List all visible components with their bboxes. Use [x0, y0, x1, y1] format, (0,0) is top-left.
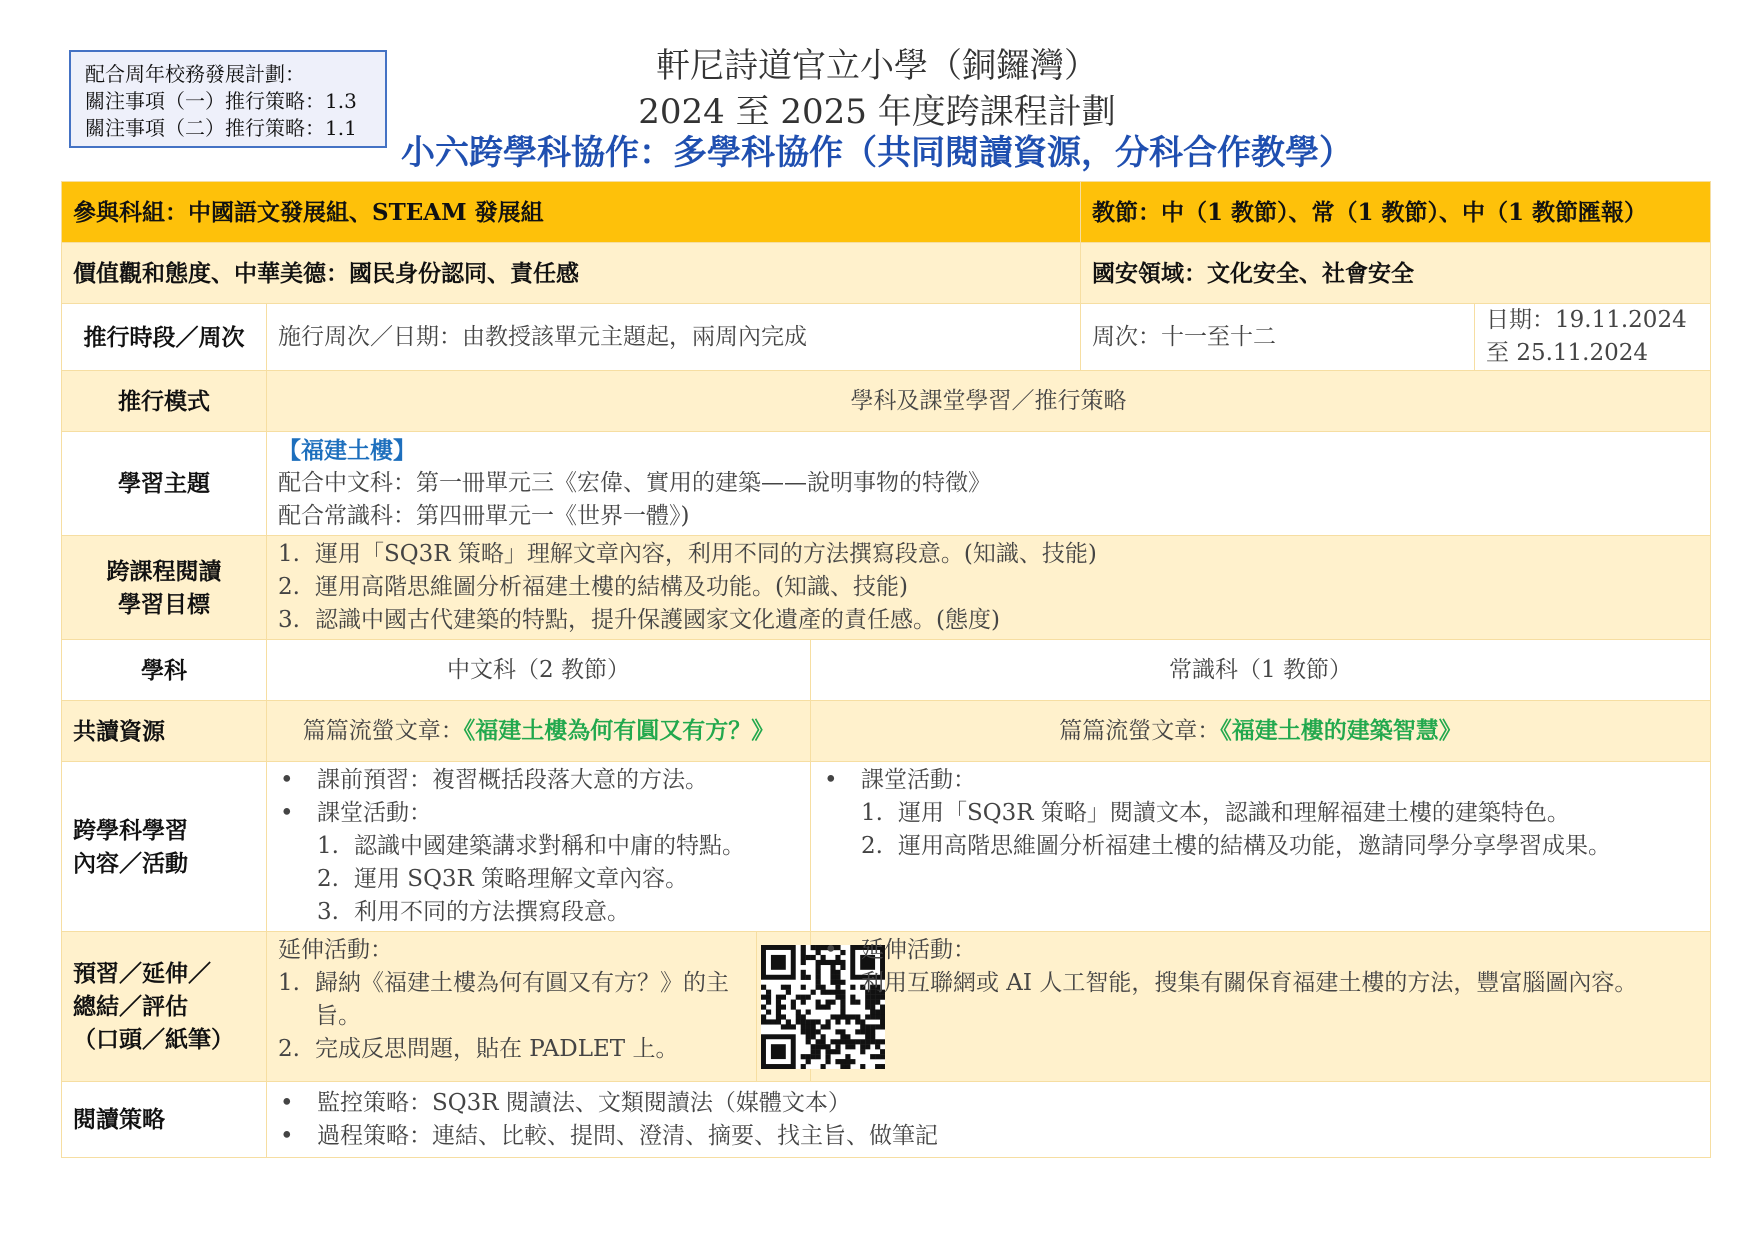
row-mode — [62, 371, 1711, 432]
row-resources — [62, 701, 1711, 762]
chinese-extension-heading: 延伸活動： — [278, 937, 393, 963]
row-activities — [62, 762, 1711, 932]
extension-step — [278, 967, 745, 1033]
activity-label-line-1: 跨學科學習 — [73, 816, 188, 844]
goal-item — [278, 538, 1699, 571]
goal-text: 運用高階思維圖分析福建土樓的結構及功能。(知識、技能) — [315, 574, 908, 600]
goals-label-line-1: 跨課程閱讀 — [106, 557, 222, 585]
school-name: 軒尼詩道官立小學（銅鑼灣） — [656, 46, 1098, 86]
mode-label: 推行模式 — [62, 371, 267, 432]
goal-number: 2. — [278, 574, 300, 600]
chinese-step — [317, 896, 799, 929]
resource-chinese-cell — [267, 701, 811, 762]
activity-label — [62, 762, 267, 932]
goals-list — [278, 538, 1699, 637]
resource-gs-cell — [811, 701, 1711, 762]
chinese-activity-cell — [267, 762, 811, 932]
plan-subtitle: 小六跨學科協作：多學科協作（共同閱讀資源，分科合作教學） — [401, 133, 1353, 173]
chinese-step — [317, 830, 799, 863]
lessons-cell: 教節：中（1 教節）、常（1 教節）、中（1 教節匯報） — [1081, 182, 1711, 243]
goal-number: 3. — [278, 607, 300, 633]
step-text: 歸納《福建土樓為何有圓又有方？》的主旨。 — [315, 970, 729, 1029]
goal-text: 認識中國古代建築的特點，提升保護國家文化遺產的責任感。(態度) — [315, 607, 1000, 633]
subject-label: 學科 — [62, 640, 267, 701]
strategy-label: 閱讀策略 — [62, 1082, 267, 1158]
extension-label-line-1: 預習／延伸／ — [73, 960, 211, 987]
dates-cell: 日期：19.11.2024 至 25.11.2024 — [1475, 304, 1711, 371]
gs-step — [861, 797, 1699, 830]
chinese-preview-item: • 課前預習：複習概括段落大意的方法。 — [278, 764, 799, 797]
chinese-steps — [317, 830, 799, 929]
plan-title: 2024 至 2025 年度跨課程計劃 — [638, 92, 1116, 132]
theme-title: 【福建土樓】 — [278, 437, 416, 464]
strategy-process: • 過程策略：連結、比較、提問、澄清、摘要、找主旨、做筆記 — [278, 1120, 1699, 1153]
qr-cell — [757, 932, 811, 1082]
goals-cell — [267, 536, 1711, 640]
goal-item — [278, 604, 1699, 637]
subject-gs: 常識科（1 教節） — [811, 640, 1711, 701]
resource-prefix: 篇篇流螢文章： — [1059, 718, 1221, 744]
curriculum-plan-table — [61, 181, 1711, 1158]
step-number: 2. — [278, 1036, 300, 1062]
chinese-extension-cell — [267, 932, 757, 1082]
resource-chinese-title: 《福建土樓為何有圓又有方？》 — [463, 717, 775, 744]
step-number: 1. — [861, 800, 883, 826]
gs-extension-text: 利用互聯網或 AI 人工智能，搜集有關保育福建土樓的方法，豐富腦圖內容。 — [861, 970, 1638, 996]
chinese-class-heading: • 課堂活動： — [317, 800, 432, 826]
subject-chinese: 中文科（2 教節） — [267, 640, 811, 701]
goals-label — [62, 536, 267, 640]
period-text: 施行周次／日期：由教授該單元主題起，兩周內完成 — [267, 304, 1081, 371]
info-line-2: 關注事項（一）推行策略：1.3 — [85, 89, 357, 113]
participants-cell: 參與科組：中國語文發展組、STEAM 發展組 — [62, 182, 1081, 243]
theme-line-1: 配合中文科：第一冊單元三《宏偉、實用的建築——說明事物的特徵》 — [278, 470, 991, 496]
step-number: 1. — [317, 833, 339, 859]
period-label: 推行時段／周次 — [62, 304, 267, 371]
step-number: 2. — [861, 833, 883, 859]
chinese-activity-list — [278, 764, 799, 929]
chinese-extension-steps — [278, 967, 745, 1066]
row-values — [62, 243, 1711, 304]
gs-extension-item — [822, 934, 1699, 1000]
resource-prefix: 篇篇流螢文章： — [302, 718, 464, 744]
strategy-monitor: • 監控策略：SQ3R 閱讀法、文類閱讀法（媒體文本） — [278, 1087, 1699, 1120]
info-line-1: 配合周年校務發展計劃： — [85, 62, 305, 86]
extension-label — [62, 932, 267, 1082]
values-cell: 價值觀和態度、中華美德：國民身份認同、責任感 — [62, 243, 1081, 304]
step-number: 2. — [317, 866, 339, 892]
info-line-3: 關注事項（二）推行策略：1.1 — [85, 116, 357, 140]
step-number: 3. — [317, 899, 339, 925]
goal-item — [278, 571, 1699, 604]
security-cell: 國安領域：文化安全、社會安全 — [1081, 243, 1711, 304]
gs-class-heading: • 課堂活動： — [861, 767, 976, 793]
mode-text: 學科及課堂學習／推行策略 — [267, 371, 1711, 432]
activity-label-line-2: 內容／活動 — [73, 849, 188, 877]
step-text: 完成反思問題，貼在 PADLET 上。 — [315, 1036, 679, 1062]
step-text: 利用不同的方法撰寫段意。 — [354, 899, 630, 925]
step-number: 1. — [278, 970, 300, 996]
gs-class-item — [822, 764, 1699, 863]
row-period — [62, 304, 1711, 371]
resource-gs-title: 《福建土樓的建築智慧》 — [1220, 717, 1462, 744]
step-text: 運用「SQ3R 策略」閱讀文本，認識和理解福建土樓的建築特色。 — [898, 800, 1570, 826]
extension-step — [278, 1033, 745, 1066]
goal-text: 運用「SQ3R 策略」理解文章內容，利用不同的方法撰寫段意。(知識、技能) — [315, 541, 1097, 567]
step-text: 認識中國建築講求對稱和中庸的特點。 — [354, 833, 745, 859]
row-strategy — [62, 1082, 1711, 1158]
gs-extension-heading: • 延伸活動： — [861, 937, 976, 963]
strategy-cell — [267, 1082, 1711, 1158]
extension-label-line-2: 總結／評估 — [73, 993, 188, 1020]
theme-label: 學習主題 — [62, 432, 267, 536]
row-subjects — [62, 640, 1711, 701]
gs-steps — [861, 797, 1699, 863]
gs-extension-cell — [811, 932, 1711, 1082]
resource-label: 共讀資源 — [62, 701, 267, 762]
chinese-step — [317, 863, 799, 896]
gs-activity-list — [822, 764, 1699, 863]
chinese-class-item — [278, 797, 799, 929]
step-text: 運用高階思維圖分析福建土樓的結構及功能，邀請同學分享學習成果。 — [898, 833, 1611, 859]
theme-line-2: 配合常識科：第四冊單元一《世界一體》) — [278, 503, 690, 529]
gs-extension-list — [822, 934, 1699, 1000]
step-text: 運用 SQ3R 策略理解文章內容。 — [354, 866, 689, 892]
extension-label-line-3: （口頭／紙筆） — [73, 1026, 234, 1053]
goal-number: 1. — [278, 541, 300, 567]
theme-cell — [267, 432, 1711, 536]
goals-label-line-2: 學習目標 — [118, 590, 210, 618]
weeks-cell: 周次：十一至十二 — [1081, 304, 1475, 371]
row-theme — [62, 432, 1711, 536]
row-goals — [62, 536, 1711, 640]
row-participants — [62, 182, 1711, 243]
gs-step — [861, 830, 1699, 863]
strategy-list — [278, 1087, 1699, 1153]
gs-activity-cell — [811, 762, 1711, 932]
row-extension — [62, 932, 1711, 1082]
